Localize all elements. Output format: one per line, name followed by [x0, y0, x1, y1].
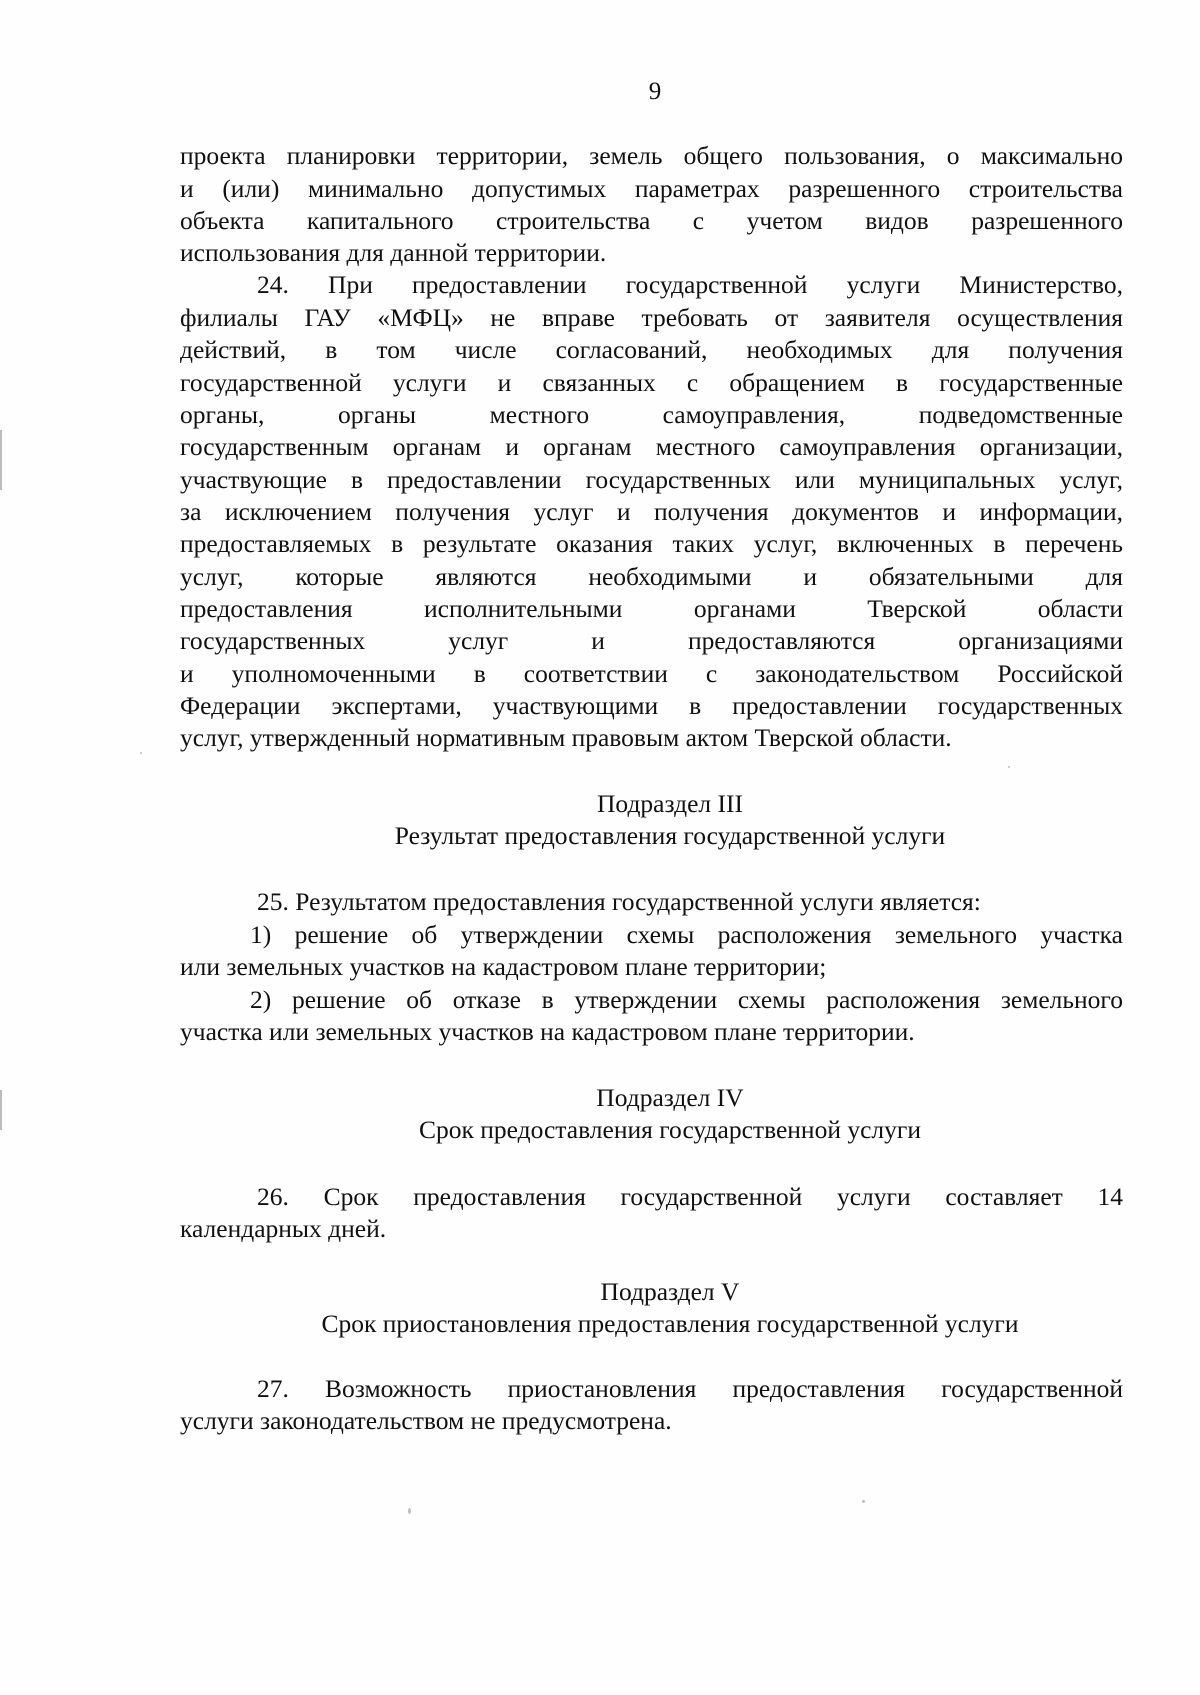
text-line: 1) решение об утверждении схемы расположения земельного участка [250, 920, 1123, 949]
text-line: предоставляемых в результате оказания таких услуг, включенных в перечень [180, 529, 1123, 558]
scan-speck [408, 1508, 411, 1514]
text-line: 25. Результатом предоставления государственной услуги является: [257, 887, 981, 916]
text-line: органы, органы местного самоуправления, подведомственные [180, 400, 1123, 429]
text-line: государственной услуги и связанных с обращением в государственные [180, 368, 1123, 397]
text-line: и уполномоченными в соответствии с законодательством Российской [180, 659, 1123, 688]
subsection-title: Срок приостановления предоставления государственной услуги [321, 1309, 1019, 1338]
text-line: календарных дней. [180, 1214, 387, 1243]
scan-speck [1008, 766, 1010, 768]
scan-speck [140, 752, 142, 754]
subsection-title: Результат предоставления государственной услуги [394, 821, 946, 850]
scan-edge-mark [0, 1090, 2, 1130]
scan-edge-mark [0, 430, 2, 490]
subsection-heading: Подраздел IV [596, 1083, 744, 1112]
text-line: действий, в том числе согласований, необходимых для получения [180, 335, 1123, 364]
text-line: филиалы ГАУ «МФЦ» не вправе требовать от заявителя осуществления [180, 303, 1123, 332]
text-line: 27. Возможность приостановления предоставления государственной [257, 1374, 1123, 1403]
text-line: 2) решение об отказе в утверждении схемы расположения земельного [250, 985, 1123, 1014]
text-line: услуг, которые являются необходимыми и обязательными для [180, 562, 1123, 591]
text-line: участвующие в предоставлении государственных или муниципальных услуг, [180, 465, 1123, 494]
subsection-heading: Подраздел V [600, 1277, 740, 1306]
text-line: услуг, утвержденный нормативным правовым актом Тверской области. [180, 723, 952, 752]
text-line: услуги законодательством не предусмотрена. [180, 1406, 672, 1435]
text-line: за исключением получения услуг и получения документов и информации, [180, 497, 1123, 526]
text-line: и (или) минимально допустимых параметрах разрешенного строительства [180, 174, 1123, 203]
text-line: или земельных участков на кадастровом плане территории; [180, 952, 827, 981]
subsection-heading: Подраздел III [597, 789, 743, 818]
text-line: 26. Срок предоставления государственной услуги составляет 14 [257, 1182, 1123, 1211]
page-number: 9 [648, 78, 662, 105]
text-line: использования для данной территории. [180, 238, 607, 267]
text-line: государственных услуг и предоставляются организациями [180, 626, 1123, 655]
scan-speck [862, 1500, 865, 1503]
text-line: 24. При предоставлении государственной услуги Министерство, [257, 270, 1123, 299]
text-line: предоставления исполнительными органами Тверской области [180, 594, 1123, 623]
subsection-title: Срок предоставления государственной услуги [418, 1115, 921, 1144]
text-line: Федерации экспертами, участвующими в предоставлении государственных [180, 691, 1123, 720]
text-line: участка или земельных участков на кадастровом плане территории. [180, 1017, 915, 1046]
text-line: проекта планировки территории, земель общего пользования, о максимально [180, 141, 1123, 170]
text-line: государственным органам и органам местного самоуправления организации, [180, 432, 1123, 461]
text-line: объекта капитального строительства с учетом видов разрешенного [180, 206, 1123, 235]
